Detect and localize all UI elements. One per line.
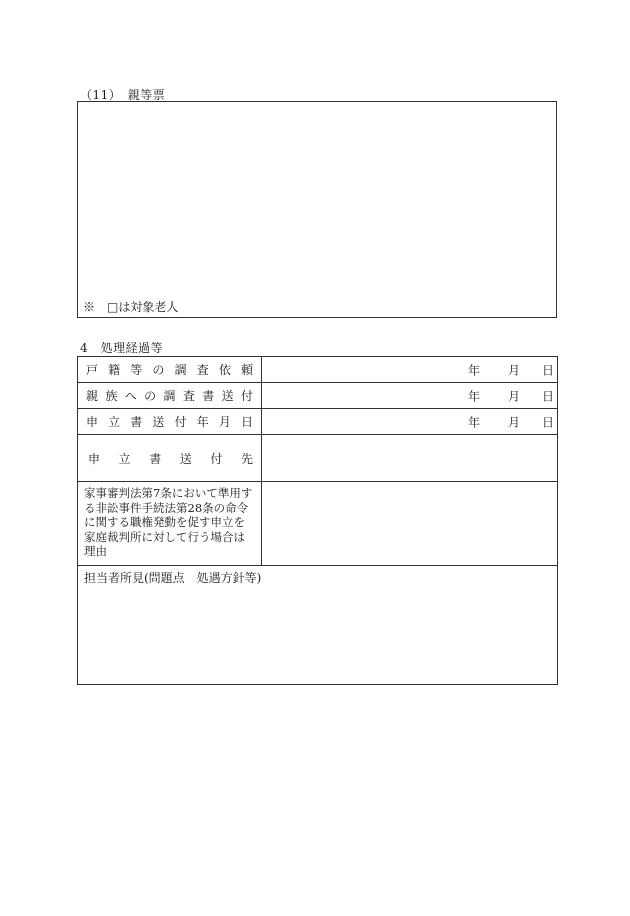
day-label: 日 [542,389,555,403]
row-label: 戸籍等の調査依頼 [78,357,262,383]
section-4-heading: 4 処理経過等 [80,341,164,355]
table-row [78,435,558,482]
day-label: 日 [542,415,555,429]
year-label: 年 [468,415,481,429]
reason-label: 家事審判法第7条において準用する非訟事件手続法第28条の命令に関する職権発動を促す申立を家庭裁判所に対して行う場合は理由 [78,482,262,566]
table-row [78,482,558,566]
section-11-heading: （11） 親等票 [80,88,166,102]
year-label: 年 [468,389,481,403]
table-row [78,383,558,409]
row-label: 申立書送付先 [78,435,262,482]
table-row [78,409,558,435]
row-label: 申立書送付年月日 [78,409,262,435]
date-cell [262,409,558,435]
destination-cell [262,435,558,482]
reason-cell [262,482,558,566]
date-cell [262,383,558,409]
row-label: 親族への調査書送付 [78,383,262,409]
table-row [78,566,558,685]
month-label: 月 [508,389,521,403]
remarks-label: 担当者所見(問題点 処遇方針等) [84,571,262,585]
remarks-cell [78,566,558,685]
month-label: 月 [508,415,521,429]
year-label: 年 [468,363,481,377]
kinship-chart-box [77,101,557,318]
date-cell [262,357,558,383]
month-label: 月 [508,363,521,377]
process-table [77,356,558,685]
table-row [78,357,558,383]
kinship-note: ※ □は対象老人 [83,300,179,314]
day-label: 日 [542,363,555,377]
